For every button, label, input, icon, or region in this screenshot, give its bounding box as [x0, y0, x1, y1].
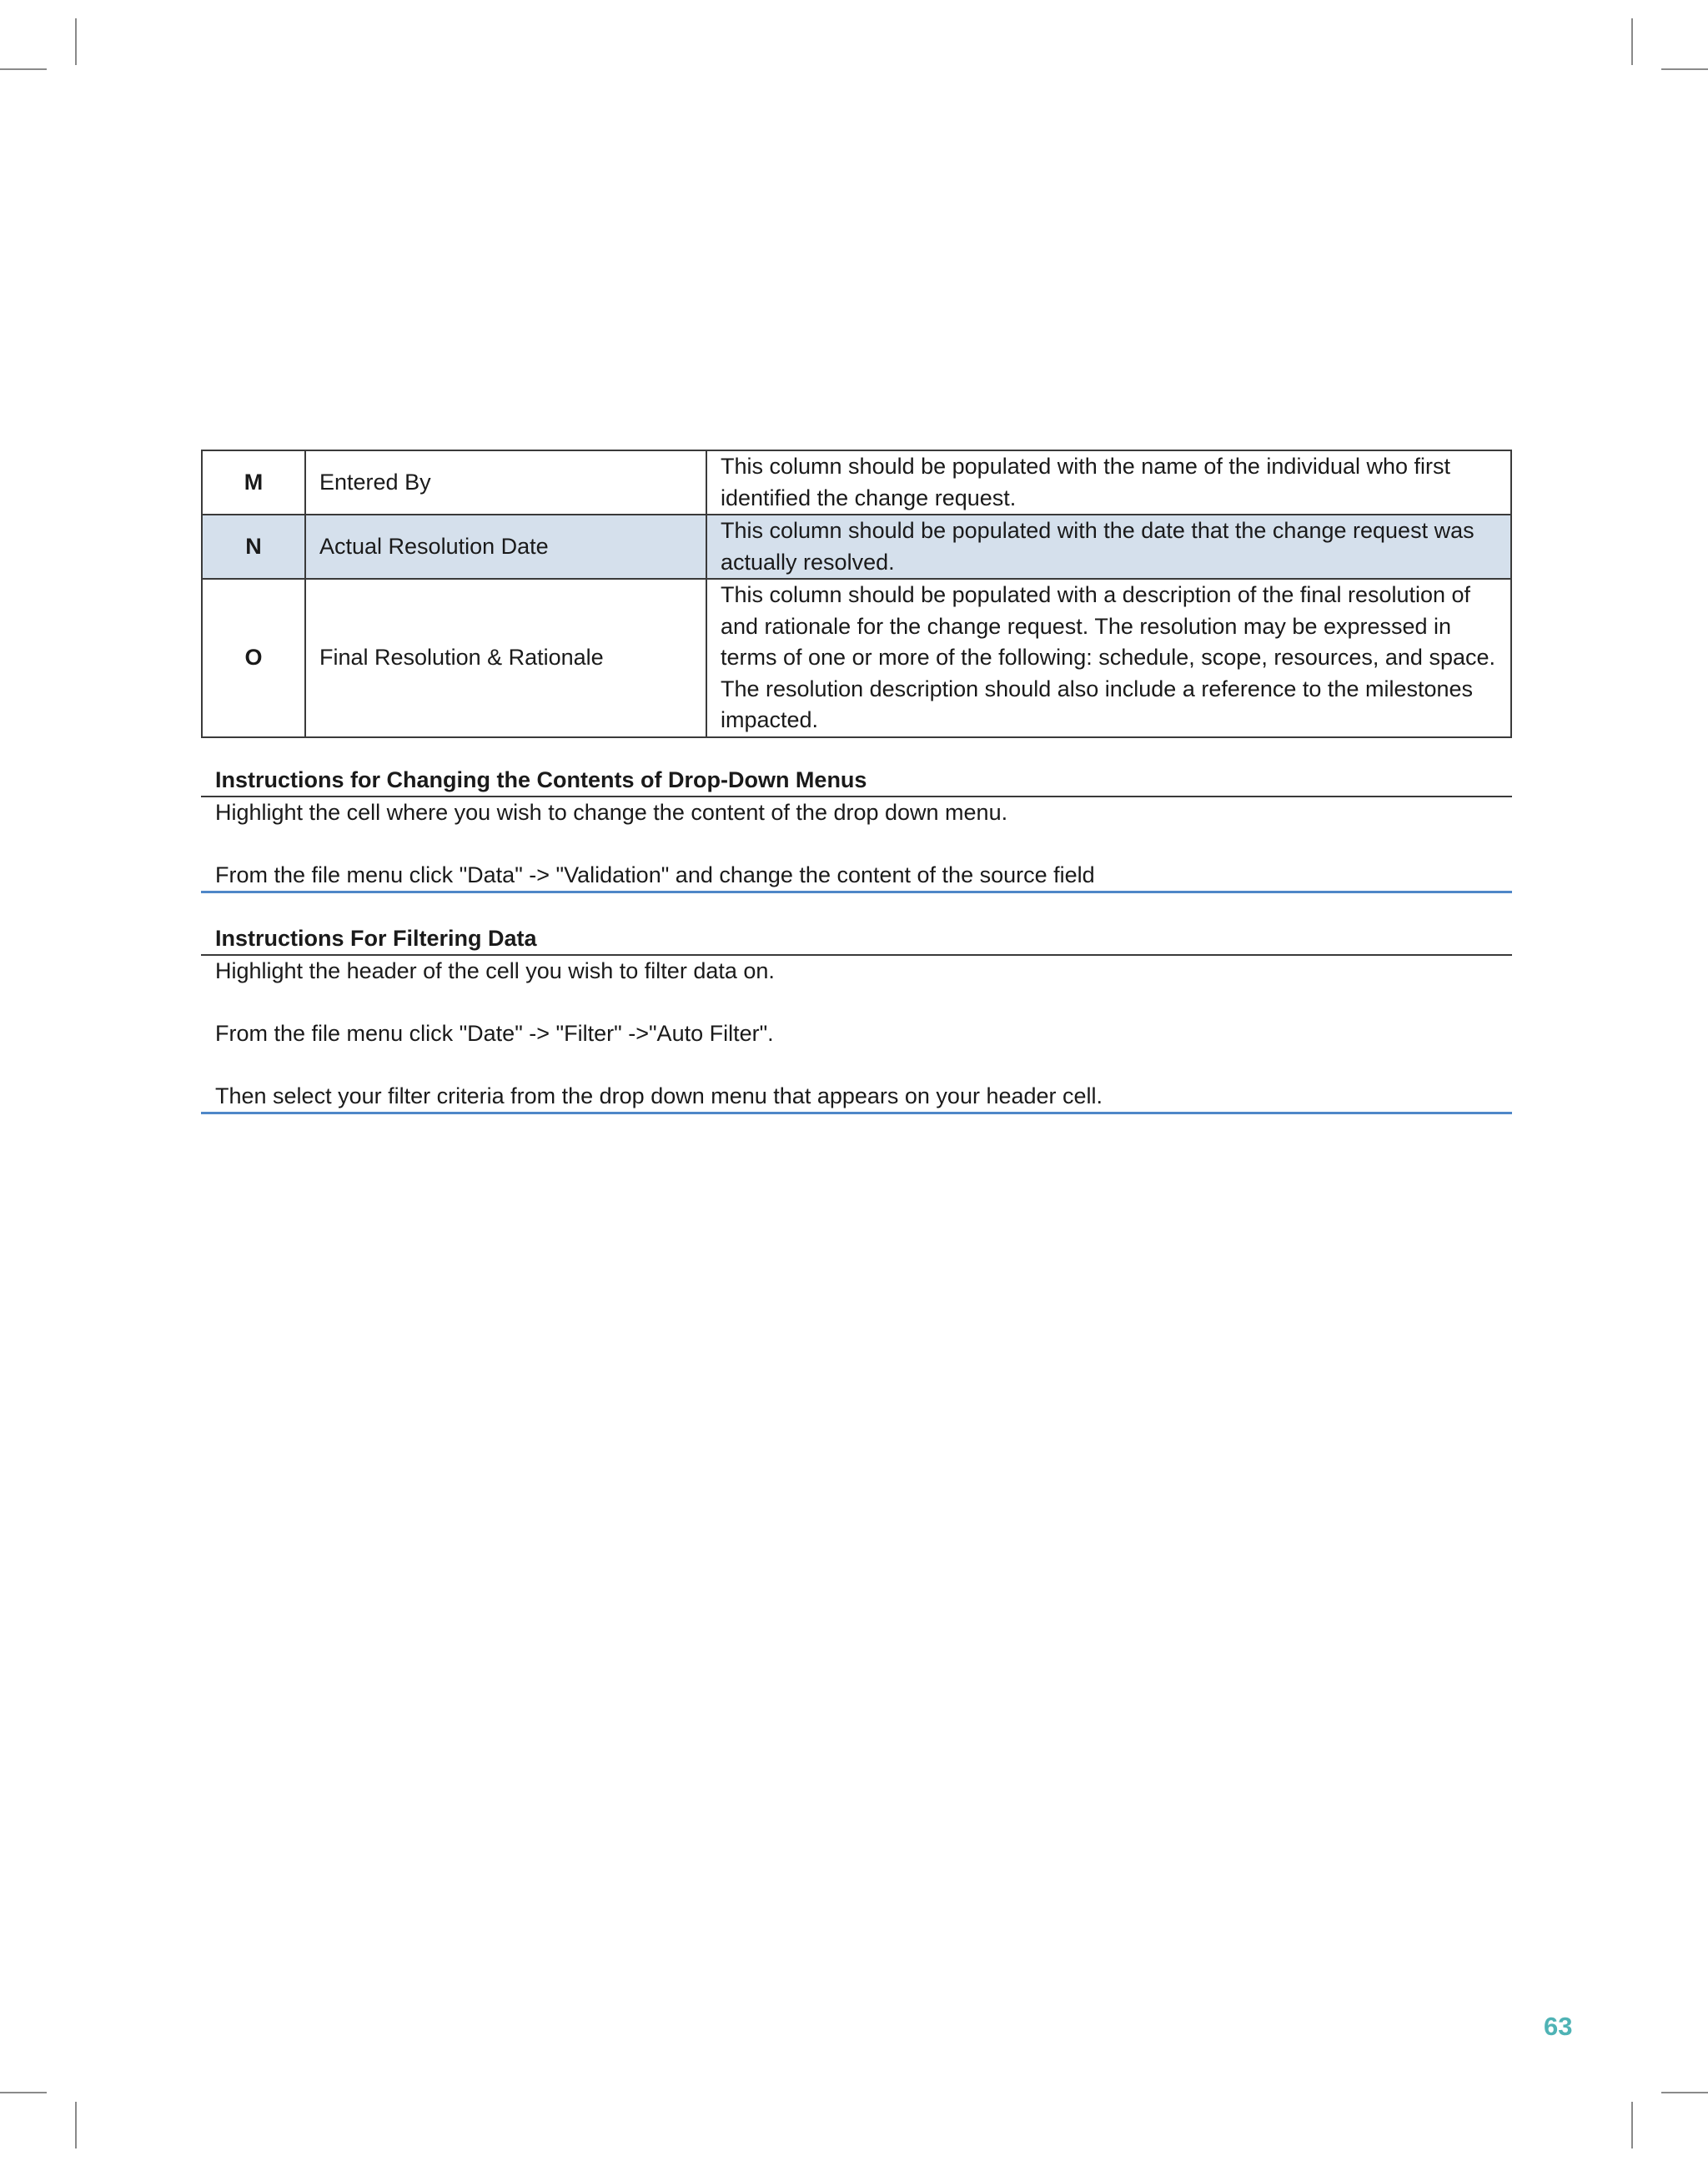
crop-mark [1661, 2092, 1708, 2093]
crop-mark [75, 18, 77, 65]
table-row [202, 450, 1511, 515]
filter-instructions-section [201, 923, 1512, 1114]
instruction-line: From the file menu click "Date" -> "Filter" ->"Auto Filter". [215, 1021, 774, 1046]
instruction-line: Highlight the header of the cell you wish to filter data on. [215, 958, 775, 983]
column-description: This column should be populated with the name of the individual who first identified the change request. [706, 450, 1511, 515]
column-name: Entered By [305, 450, 706, 515]
column-letter: O [202, 579, 305, 737]
column-name: Final Resolution & Rationale [305, 579, 706, 737]
instruction-line: Then select your filter criteria from the drop down menu that appears on your header cell. [215, 1083, 1103, 1108]
page-number: 63 [1544, 2012, 1573, 2041]
section-body [201, 956, 1512, 1114]
dropdown-instructions-section [201, 765, 1512, 893]
crop-mark [1631, 2102, 1633, 2148]
crop-mark [0, 68, 47, 70]
column-name: Actual Resolution Date [305, 515, 706, 579]
instruction-line: Highlight the cell where you wish to change the content of the drop down menu. [215, 800, 1008, 825]
column-definitions-table [201, 450, 1512, 738]
table-row [202, 579, 1511, 737]
crop-mark [1631, 18, 1633, 65]
column-letter: N [202, 515, 305, 579]
column-description: This column should be populated with the date that the change request was actually resolved. [706, 515, 1511, 579]
table-row [202, 515, 1511, 579]
section-body [201, 797, 1512, 893]
instruction-line: From the file menu click "Data" -> "Validation" and change the content of the source field [215, 862, 1095, 887]
crop-mark [0, 2092, 47, 2093]
column-description: This column should be populated with a description of the final resolution of and rationale for the change request. The resolution may be expressed in terms of one or more of the following: schedule, scope, resources, and space. The resolution description should also include a reference to the milestones impacted. [706, 579, 1511, 737]
section-title: Instructions For Filtering Data [201, 923, 1512, 956]
section-title: Instructions for Changing the Contents of Drop-Down Menus [201, 765, 1512, 797]
crop-mark [75, 2102, 77, 2148]
column-letter: M [202, 450, 305, 515]
crop-mark [1661, 68, 1708, 70]
